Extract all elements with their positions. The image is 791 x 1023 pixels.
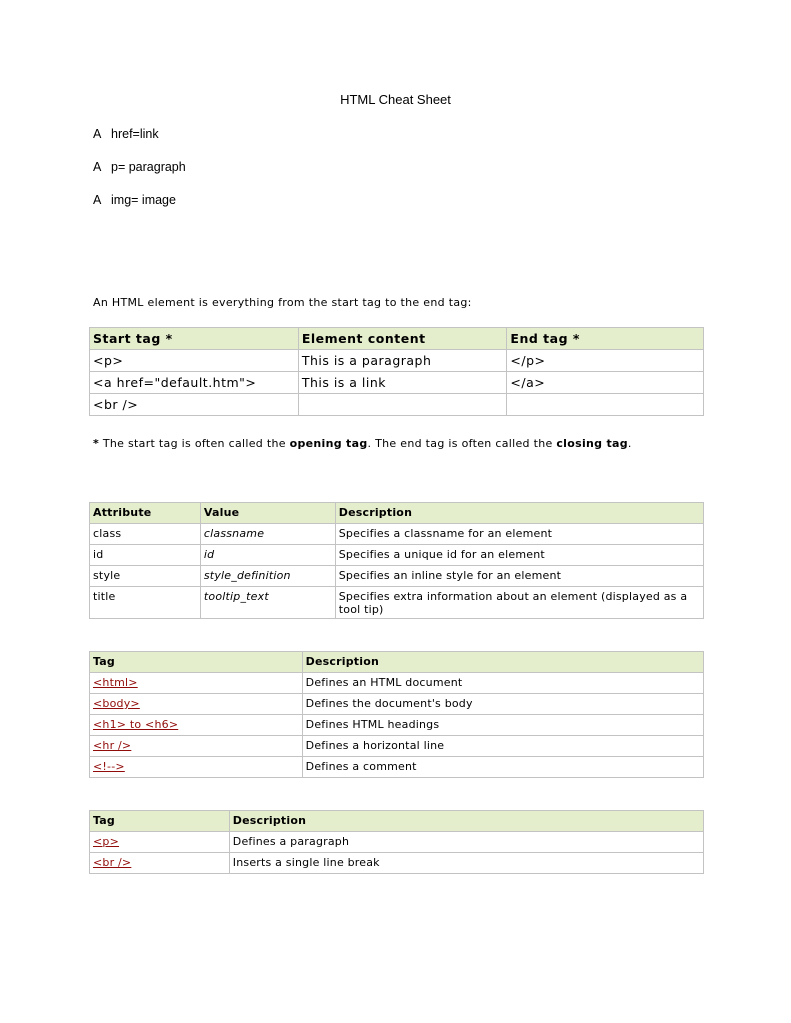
- table-row: [90, 757, 704, 778]
- note-opening-tag: opening tag: [289, 437, 368, 450]
- bullet-mark: A: [93, 127, 102, 141]
- note-star: *: [93, 437, 100, 450]
- header-tag: Tag: [90, 652, 303, 673]
- table-row: [90, 853, 704, 874]
- bullet-mark: A: [93, 160, 102, 174]
- table-cell: style: [90, 566, 201, 587]
- bullet-mark: A: [93, 193, 102, 207]
- table-cell: Defines a horizontal line: [302, 736, 703, 757]
- table-cell: [298, 394, 507, 416]
- header-attribute: Attribute: [90, 503, 201, 524]
- table-row: [90, 587, 704, 619]
- note-text: . The end tag is often called the: [367, 437, 557, 450]
- table-cell: Defines HTML headings: [302, 715, 703, 736]
- table-cell: Specifies a classname for an element: [335, 524, 703, 545]
- note-text: .: [627, 437, 632, 450]
- tag-table-text: [89, 810, 704, 874]
- tag-link-hr[interactable]: <hr />: [93, 739, 132, 752]
- bullet-text: img= image: [111, 193, 176, 207]
- header-description: Description: [302, 652, 703, 673]
- table-cell: <a href="default.htm">: [90, 372, 299, 394]
- table-cell: This is a paragraph: [298, 350, 507, 372]
- table-cell: style_definition: [200, 566, 335, 587]
- attribute-table: [89, 502, 704, 619]
- table-cell: <p>: [90, 350, 299, 372]
- table-cell: id: [90, 545, 201, 566]
- table-cell: Inserts a single line break: [229, 853, 703, 874]
- table-cell: [90, 757, 303, 778]
- bullet-item: [93, 160, 186, 174]
- table-cell: Defines an HTML document: [302, 673, 703, 694]
- table-cell: tooltip_text: [200, 587, 335, 619]
- tag-link-html[interactable]: <html>: [93, 676, 138, 689]
- table-cell: This is a link: [298, 372, 507, 394]
- tag-table-document: [89, 651, 704, 778]
- header-tag: Tag: [90, 811, 230, 832]
- table-cell: classname: [200, 524, 335, 545]
- tag-link-p[interactable]: <p>: [93, 835, 120, 848]
- table-cell: [507, 394, 704, 416]
- table-cell: </p>: [507, 350, 704, 372]
- table-cell: Specifies a unique id for an element: [335, 545, 703, 566]
- table-cell: Defines the document's body: [302, 694, 703, 715]
- table-row: [90, 545, 704, 566]
- table-row: [90, 394, 704, 416]
- tag-link-body[interactable]: <body>: [93, 697, 140, 710]
- header-description: Description: [229, 811, 703, 832]
- note-text: The start tag is often called the: [99, 437, 290, 450]
- element-table: [89, 327, 704, 416]
- table-row: [90, 736, 704, 757]
- table-header-row: [90, 652, 704, 673]
- tag-link-comment[interactable]: <!-->: [93, 760, 125, 773]
- table-cell: Specifies an inline style for an element: [335, 566, 703, 587]
- bullet-text: href=link: [111, 127, 159, 141]
- table-row: [90, 715, 704, 736]
- table-cell: Defines a comment: [302, 757, 703, 778]
- intro-text: An HTML element is everything from the start tag to the end tag:: [93, 296, 472, 309]
- table-header-row: [90, 328, 704, 350]
- bullet-item: [93, 127, 159, 141]
- table-cell: [90, 673, 303, 694]
- table-row: [90, 566, 704, 587]
- header-value: Value: [200, 503, 335, 524]
- table-cell: Defines a paragraph: [229, 832, 703, 853]
- table-cell: [90, 832, 230, 853]
- table-cell: [90, 736, 303, 757]
- header-end-tag: End tag *: [507, 328, 704, 350]
- table-cell: [90, 715, 303, 736]
- table-cell: title: [90, 587, 201, 619]
- table-row: [90, 524, 704, 545]
- tag-note: [93, 437, 632, 450]
- note-closing-tag: closing tag: [556, 437, 628, 450]
- header-description: Description: [335, 503, 703, 524]
- table-cell: Specifies extra information about an element (displayed as a tool tip): [335, 587, 703, 619]
- bullet-item: [93, 193, 176, 207]
- document-title: HTML Cheat Sheet: [340, 92, 451, 107]
- table-cell: </a>: [507, 372, 704, 394]
- header-start-tag: Start tag *: [90, 328, 299, 350]
- bullet-text: p= paragraph: [111, 160, 186, 174]
- table-header-row: [90, 503, 704, 524]
- table-cell: [90, 853, 230, 874]
- table-row: [90, 372, 704, 394]
- tag-link-br[interactable]: <br />: [93, 856, 132, 869]
- table-header-row: [90, 811, 704, 832]
- table-row: [90, 350, 704, 372]
- table-row: [90, 673, 704, 694]
- table-row: [90, 694, 704, 715]
- table-cell: class: [90, 524, 201, 545]
- header-element-content: Element content: [298, 328, 507, 350]
- tag-link-headings[interactable]: <h1> to <h6>: [93, 718, 179, 731]
- table-cell: <br />: [90, 394, 299, 416]
- table-cell: id: [200, 545, 335, 566]
- table-cell: [90, 694, 303, 715]
- table-row: [90, 832, 704, 853]
